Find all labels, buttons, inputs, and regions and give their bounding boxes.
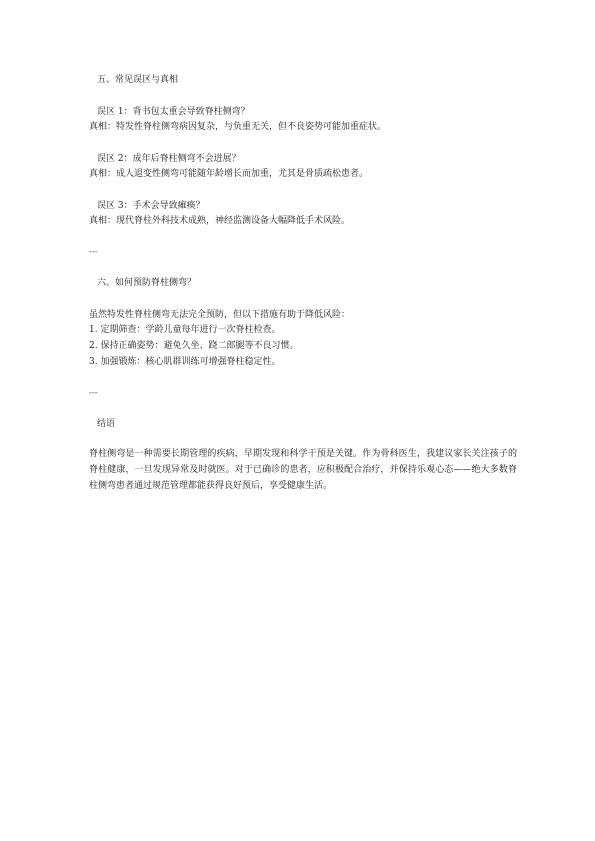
truth-2: 真相：成人退变性侧弯可能随年龄增长而加重，尤其是骨质疏松患者。 bbox=[89, 169, 369, 179]
truth-3: 真相：现代脊柱外科技术成熟，神经监测设备大幅降低手术风险。 bbox=[89, 216, 351, 226]
separator-1: --- bbox=[89, 247, 98, 256]
truth-1: 真相：特发性脊柱侧弯病因复杂，与负重无关，但不良姿势可能加重症状。 bbox=[89, 122, 387, 132]
myth-1: 误区 1：背书包太重会导致脊柱侧弯？ bbox=[97, 107, 250, 117]
prevention-item-1: 1. 定期筛查：学龄儿童每年进行一次脊柱检查。 bbox=[89, 325, 281, 335]
separator-2: --- bbox=[89, 388, 98, 397]
conclusion-heading: 结语 bbox=[97, 419, 116, 429]
prevention-item-2: 2. 保持正确姿势：避免久坐、跷二郎腿等不良习惯。 bbox=[89, 341, 299, 351]
conclusion-paragraph: 脊柱侧弯是一种需要长期管理的疾病，早期发现和科学干预是关键。作为骨科医生，我建议家长关注孩子的脊柱健康，一旦发现异常及时就医。对于已确诊的患者，应积极配合治疗，并保持乐观心态——绝大多数脊柱侧弯患者通过规范管理都能获得良好预后，享受健康生活。 bbox=[89, 449, 517, 491]
section6-heading: 六、如何预防脊柱侧弯？ bbox=[97, 278, 197, 288]
myth-2: 误区 2：成年后脊柱侧弯不会进展？ bbox=[97, 154, 241, 164]
section6-intro: 虽然特发性脊柱侧弯无法完全预防，但以下措施有助于降低风险： bbox=[89, 310, 351, 320]
myth-3: 误区 3：手术会导致瘫痪？ bbox=[97, 201, 205, 211]
section5-heading: 五、常见误区与真相 bbox=[97, 75, 179, 85]
prevention-item-3: 3. 加强锻炼：核心肌群训练可增强脊柱稳定性。 bbox=[89, 357, 281, 367]
